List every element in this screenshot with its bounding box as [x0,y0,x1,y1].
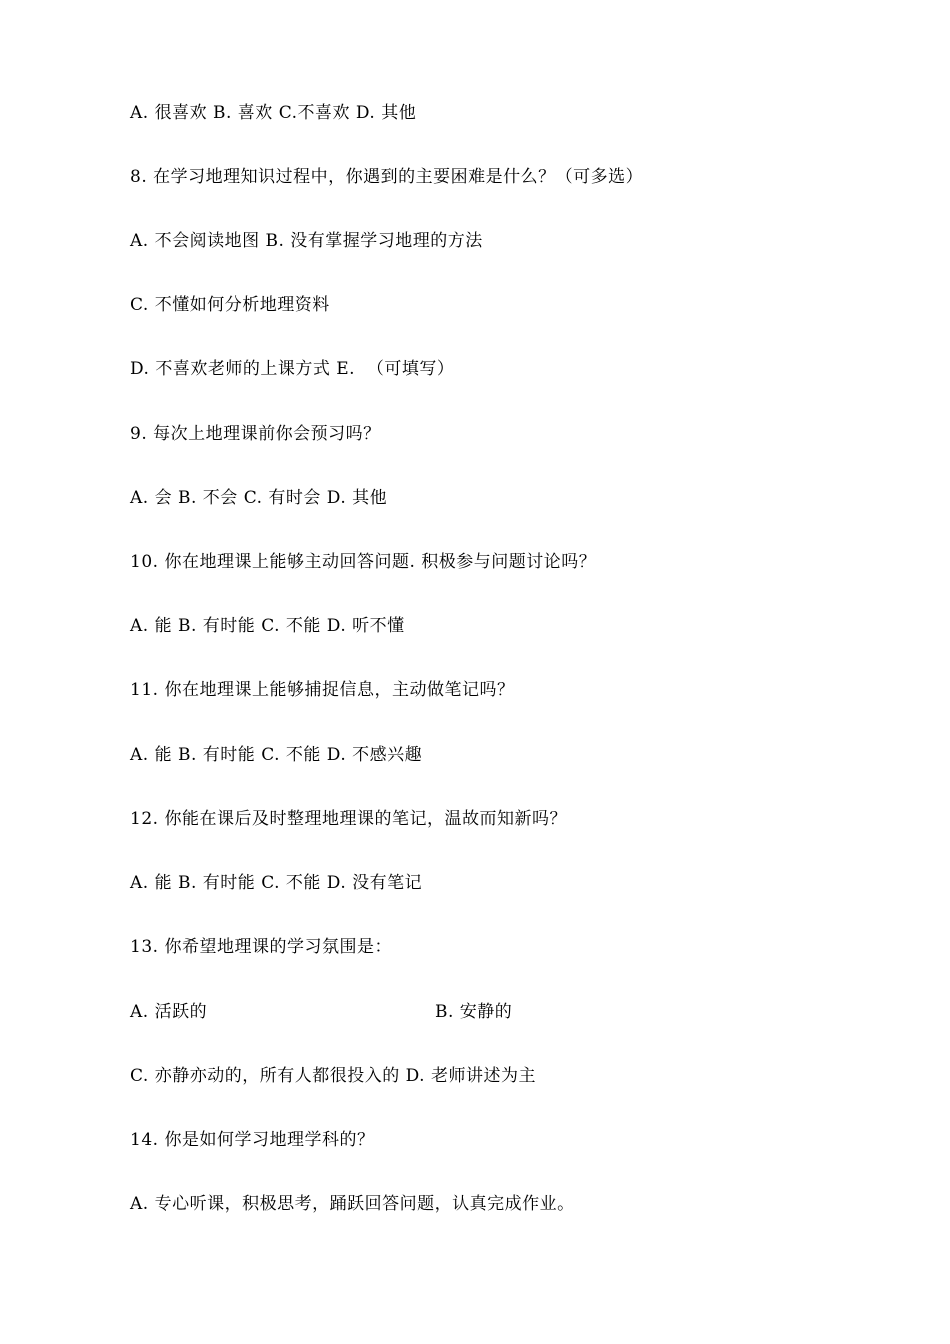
q13-option-a: A. 活跃的 [130,1002,208,1022]
q8-options-ab: A. 不会阅读地图 B. 没有掌握学习地理的方法 [130,231,483,251]
q12-options: A. 能 B. 有时能 C. 不能 D. 没有笔记 [130,873,423,893]
q7-options: A. 很喜欢 B. 喜欢 C.不喜欢 D. 其他 [130,103,417,123]
q9-options: A. 会 B. 不会 C. 有时会 D. 其他 [130,488,388,508]
q10-question: 10. 你在地理课上能够主动回答问题. 积极参与问题讨论吗？ [130,552,597,572]
q14-option-a: A. 专心听课，积极思考，踊跃回答问题，认真完成作业。 [130,1194,575,1214]
q8-options-de: D. 不喜欢老师的上课方式 E. （可填写） [130,359,455,379]
q9-question: 9. 每次上地理课前你会预习吗？ [130,424,381,444]
q8-question: 8. 在学习地理知识过程中，你遇到的主要困难是什么？（可多选） [130,167,644,187]
q8-option-c: C. 不懂如何分析地理资料 [130,295,330,315]
q11-question: 11. 你在地理课上能够捕捉信息，主动做笔记吗？ [130,680,515,700]
q10-options: A. 能 B. 有时能 C. 不能 D. 听不懂 [130,616,405,636]
q11-options: A. 能 B. 有时能 C. 不能 D. 不感兴趣 [130,745,423,765]
q13-options-cd: C. 亦静亦动的，所有人都很投入的 D. 老师讲述为主 [130,1066,536,1086]
q12-question: 12. 你能在课后及时整理地理课的笔记，温故而知新吗？ [130,809,567,829]
q13-question: 13. 你希望地理课的学习氛围是： [130,937,392,957]
q13-option-b: B. 安静的 [435,1002,513,1022]
q13-options-ab [130,1001,830,1023]
q14-question: 14. 你是如何学习地理学科的？ [130,1130,375,1150]
